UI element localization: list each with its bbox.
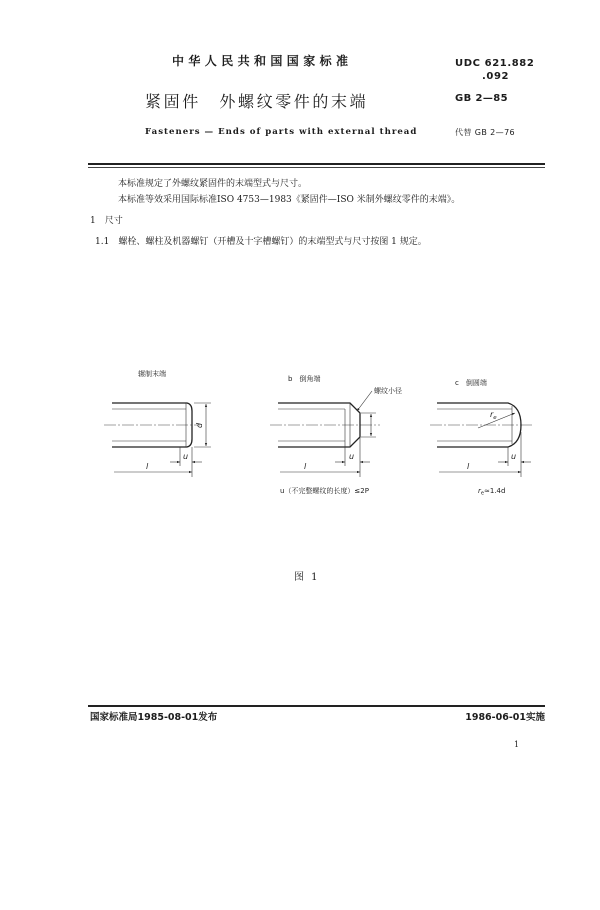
udc-number: UDC 621.882 <box>455 58 535 69</box>
standard-number: GB 2—85 <box>455 93 508 104</box>
note-radius-value: ≈1.4d <box>483 487 506 495</box>
subfigure-a-caption: 辗制末端 <box>138 370 166 378</box>
subfigure-b-caption: b 倒角端 <box>288 375 321 383</box>
radius-subscript: e <box>493 415 497 421</box>
subfigure-b-note-incomplete-thread: u（不完整螺纹的长度）≤2P <box>280 487 369 495</box>
subfigure-a-d-label: d <box>195 422 204 428</box>
subfigure-c-caption: c 倒圆端 <box>455 379 487 387</box>
clause-1-1: 1.1 螺栓、螺柱及机器螺钉（开槽及十字槽螺钉）的末端型式与尺寸按图 1 规定。 <box>95 237 427 247</box>
subfigure-b-chamfered-end <box>270 374 402 495</box>
footer-divider <box>88 705 545 707</box>
udc-number-continued: .092 <box>482 71 510 82</box>
subfigure-c-rounded-end <box>430 378 532 497</box>
figure-caption: 图 1 <box>294 572 320 583</box>
subfigure-b-callout-leader <box>357 391 372 411</box>
subfigure-c-note-radius <box>478 487 505 497</box>
subfigure-b-callout-minor-diameter: 螺纹小径 <box>374 387 402 395</box>
section-heading-dimensions: 1 尺寸 <box>90 216 123 226</box>
subfigure-c-u-label: u <box>511 452 517 461</box>
document-title-english: Fasteners — Ends of parts with external thread <box>145 127 418 137</box>
intro-paragraph-scope: 本标准规定了外螺纹紧固件的末端型式与尺寸。 <box>118 179 308 189</box>
note-radius-symbol: r <box>478 487 481 495</box>
replaces-standard: 代替 GB 2—76 <box>455 128 516 137</box>
subfigure-a-u-label: u <box>183 452 189 461</box>
figure-1-drawing <box>0 355 600 505</box>
subfigure-a-l-label: l <box>146 462 149 471</box>
issuing-country-standard-heading: 中华人民共和国国家标准 <box>172 54 353 68</box>
subfigure-b-l-label: l <box>304 462 307 471</box>
effective-date: 1986-06-01实施 <box>465 712 545 723</box>
page-number: 1 <box>514 740 520 749</box>
note-radius-subscript: e <box>480 490 484 497</box>
subfigure-c-radius-label <box>490 410 497 421</box>
radius-symbol: r <box>490 410 494 419</box>
subfigure-b-u-label: u <box>349 452 355 461</box>
intro-paragraph-equivalence: 本标准等效采用国际标准ISO 4753—1983《紧固件—ISO 米制外螺纹零件的末端》。 <box>118 195 461 205</box>
header-divider <box>88 163 545 168</box>
document-title-chinese: 紧固件 外螺纹零件的末端 <box>145 92 369 111</box>
subfigure-a-rolled-end <box>104 369 211 477</box>
subfigure-c-l-label: l <box>467 462 470 471</box>
issue-date: 国家标准局1985-08-01发布 <box>90 712 218 723</box>
